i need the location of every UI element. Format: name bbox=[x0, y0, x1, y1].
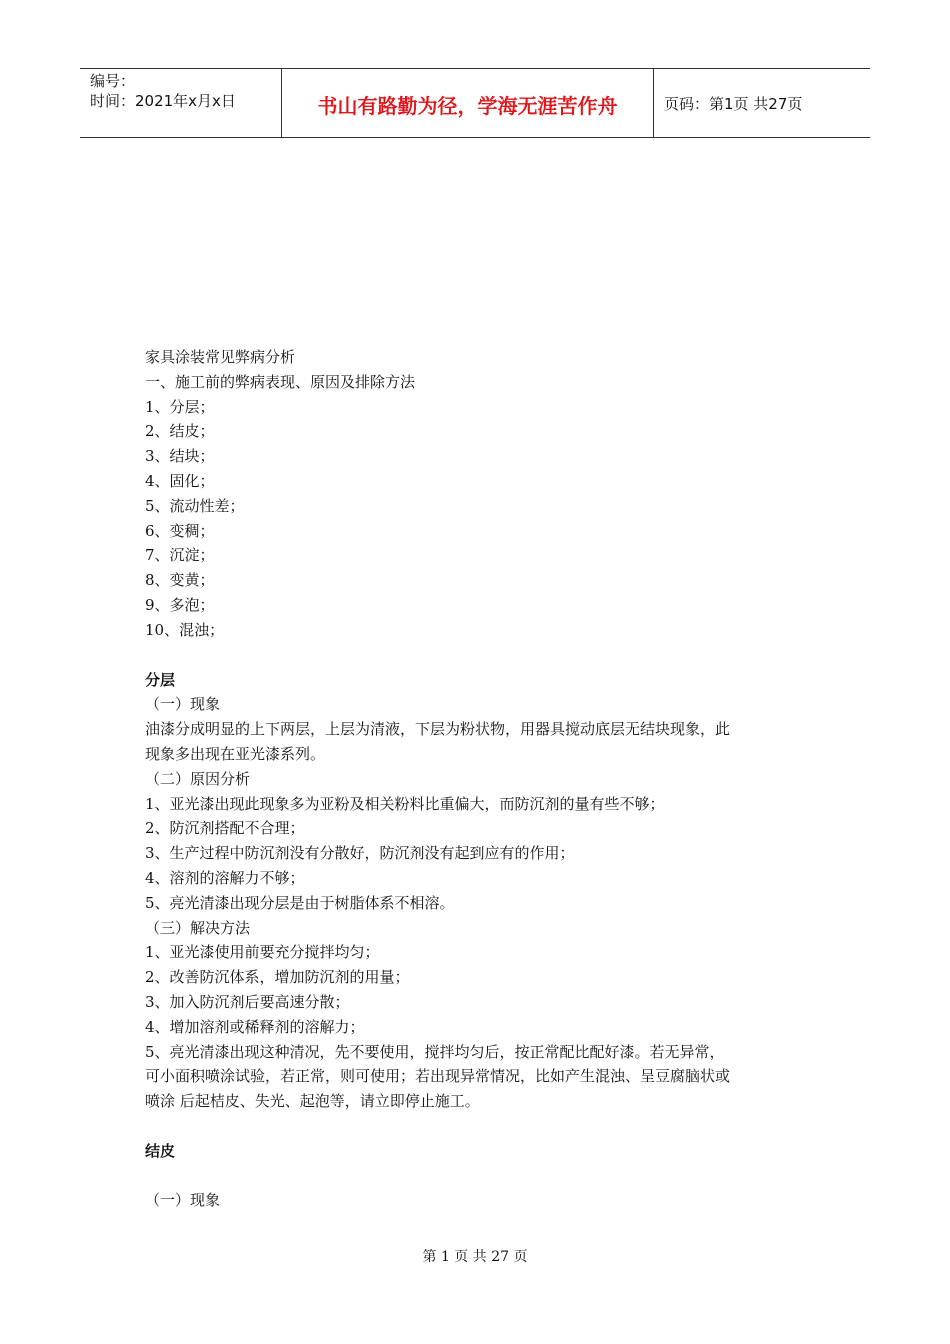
cause-item: 2、防沉剂搭配不合理； bbox=[145, 819, 305, 838]
subheading-cause: （二）原因分析 bbox=[145, 769, 251, 788]
page-footer: 第 1 页 共 27 页 bbox=[422, 1249, 528, 1265]
document-body bbox=[145, 345, 825, 1213]
list-item: 3、结块； bbox=[145, 447, 215, 466]
spacer bbox=[145, 643, 825, 668]
spacer bbox=[145, 1114, 825, 1139]
cause-item: 4、溶剂的溶解力不够； bbox=[145, 868, 305, 887]
section-title-skinning: 结皮 bbox=[145, 1141, 176, 1160]
list-item: 4、固化； bbox=[145, 471, 215, 490]
paragraph-line: 油漆分成明显的上下两层，上层为清液，下层为粉状物，用器具搅动底层无结块现象，此 bbox=[145, 720, 731, 739]
solution-item: 1、亚光漆使用前要充分搅拌均匀； bbox=[145, 943, 380, 962]
list-item: 8、变黄； bbox=[145, 571, 215, 590]
cause-item: 5、亮光清漆出现分层是由于树脂体系不相溶。 bbox=[145, 893, 455, 912]
list-item: 6、变稠； bbox=[145, 521, 215, 540]
page-header bbox=[80, 68, 870, 138]
cause-item: 1、亚光漆出现此现象多为亚粉及相关粉料比重偏大，而防沉剂的量有些不够； bbox=[145, 794, 665, 813]
list-item: 10、混浊； bbox=[145, 620, 225, 639]
paragraph-line: 可小面积喷涂试验，若正常，则可使用；若出现异常情况，比如产生混浊、呈豆腐脑状或 bbox=[145, 1067, 731, 1086]
solution-item: 4、增加溶剂或稀释剂的溶解力； bbox=[145, 1017, 365, 1036]
header-page-info: 页码：第1页 共27页 bbox=[664, 94, 803, 113]
list-item: 1、分层； bbox=[145, 397, 215, 416]
subheading-phenomenon: （一）现象 bbox=[145, 695, 221, 714]
time-label: 时间：2021年x月x日 bbox=[90, 92, 236, 110]
list-item: 9、多泡； bbox=[145, 595, 215, 614]
number-label: 编号： bbox=[90, 72, 136, 90]
solution-item: 2、改善防沉体系，增加防沉剂的用量； bbox=[145, 968, 410, 987]
header-meta bbox=[80, 69, 282, 137]
section-heading: 一、施工前的弊病表现、原因及排除方法 bbox=[145, 372, 416, 391]
spacer bbox=[145, 1164, 825, 1188]
subheading-phenomenon: （一）现象 bbox=[145, 1190, 221, 1209]
header-motto: 书山有路勤为径，学海无涯苦作舟 bbox=[282, 69, 654, 137]
solution-item: 5、亮光清漆出现这种清况，先不要使用，搅拌均匀后，按正常配比配好漆。若无异常， bbox=[145, 1042, 725, 1061]
list-item: 7、沉淀； bbox=[145, 546, 215, 565]
paragraph-line: 现象多出现在亚光漆系列。 bbox=[145, 744, 326, 763]
solution-item: 3、加入防沉剂后要高速分散； bbox=[145, 992, 350, 1011]
section-title-layering: 分层 bbox=[145, 670, 176, 689]
subheading-solution: （三）解决方法 bbox=[145, 918, 251, 937]
issue-list bbox=[145, 395, 825, 643]
list-item: 5、流动性差； bbox=[145, 496, 245, 515]
paragraph-line: 喷涂 后起桔皮、失光、起泡等，请立即停止施工。 bbox=[145, 1092, 480, 1111]
cause-item: 3、生产过程中防沉剂没有分散好，防沉剂没有起到应有的作用； bbox=[145, 844, 575, 863]
list-item: 2、结皮； bbox=[145, 422, 215, 441]
document-title: 家具涂装常见弊病分析 bbox=[145, 348, 296, 366]
